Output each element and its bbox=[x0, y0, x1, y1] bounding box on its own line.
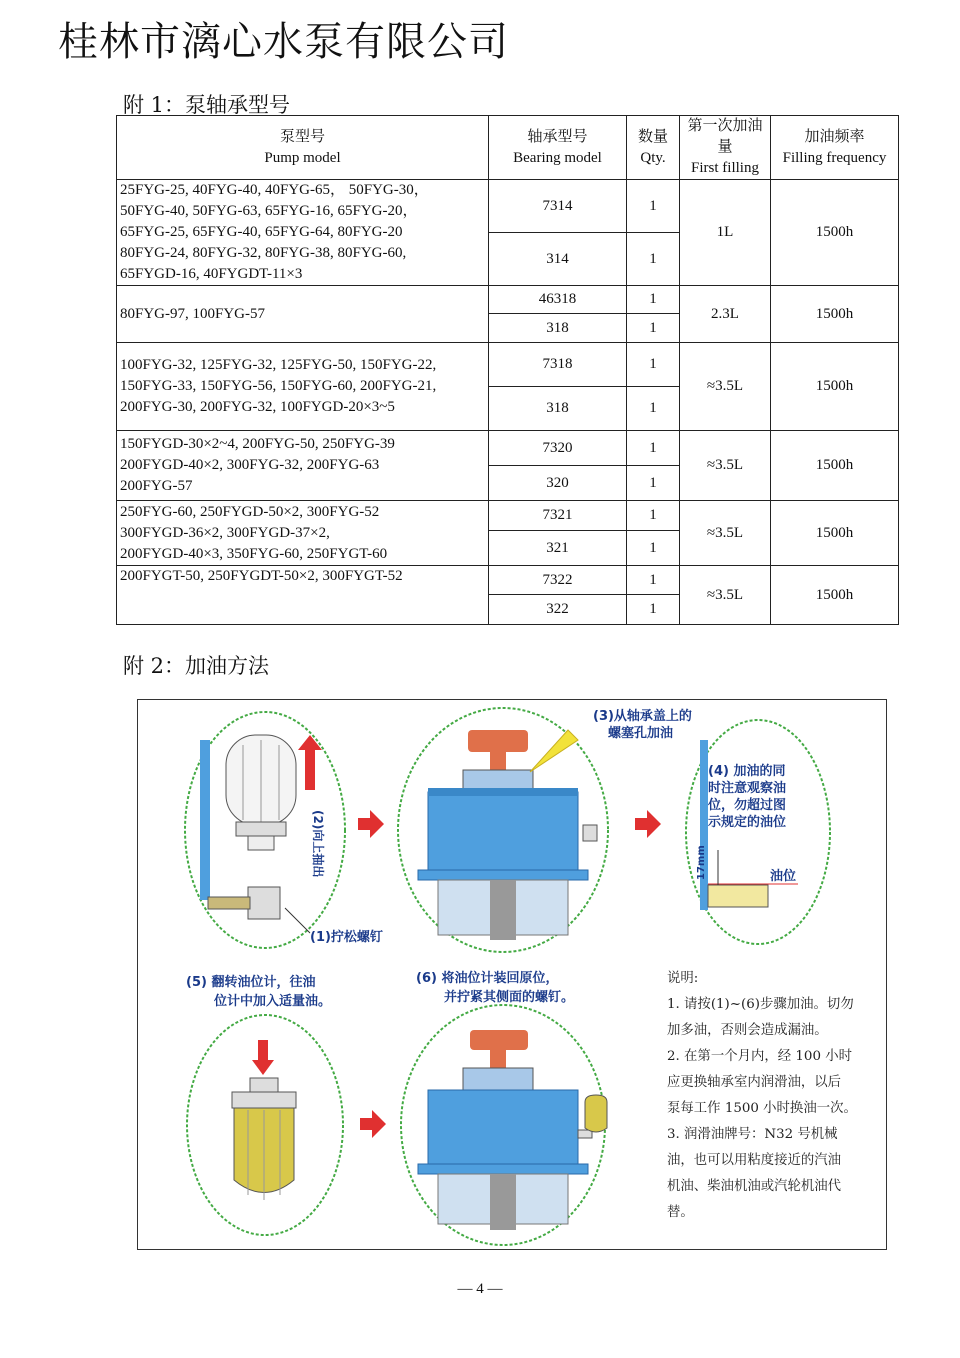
qty-cell: 1 bbox=[627, 566, 680, 595]
bearing-cell: 7322 bbox=[489, 566, 627, 595]
qty-cell: 1 bbox=[627, 387, 680, 431]
step-4-label-2: 时注意观察油 bbox=[708, 781, 787, 796]
filling-cell: 2.3L bbox=[680, 286, 771, 343]
qty-cell: 1 bbox=[627, 233, 680, 286]
dimension-label: 17mm bbox=[696, 845, 707, 880]
filling-cell: ≈3.5L bbox=[680, 566, 771, 625]
notes-line: 油，也可以用粘度接近的汽油 bbox=[667, 1153, 842, 1168]
step-4-label-3: 位，勿超过图 bbox=[708, 798, 787, 813]
bearing-cell: 322 bbox=[489, 595, 627, 625]
bearing-cell: 7321 bbox=[489, 501, 627, 531]
oil-filling-figure bbox=[137, 699, 887, 1250]
qty-cell: 1 bbox=[627, 180, 680, 233]
table-row bbox=[117, 343, 899, 387]
step-2-label: (2)向上抽出 bbox=[311, 810, 325, 878]
step-4-label-4: 示规定的油位 bbox=[708, 815, 787, 830]
qty-cell: 1 bbox=[627, 531, 680, 566]
step-5-illustration bbox=[187, 1015, 343, 1235]
table-row bbox=[117, 286, 899, 314]
filling-cell: ≈3.5L bbox=[680, 501, 771, 566]
frequency-cell: 1500h bbox=[771, 431, 899, 501]
notes bbox=[667, 966, 862, 1226]
frequency-cell: 1500h bbox=[771, 566, 899, 625]
qty-cell: 1 bbox=[627, 466, 680, 501]
frequency-cell: 1500h bbox=[771, 180, 899, 286]
notes-line: 替。 bbox=[667, 1205, 694, 1220]
step-4-label-1: (4) 加油的同 bbox=[708, 764, 786, 779]
header-first-filling: 第一次加油量 First filling bbox=[680, 116, 771, 180]
notes-line: 说明: bbox=[667, 971, 699, 986]
step-6-label-2: 并拧紧其侧面的螺钉。 bbox=[444, 990, 575, 1005]
step-3-illustration bbox=[398, 708, 608, 952]
notes-line: 泵每工作 1500 小时换油一次。 bbox=[667, 1101, 857, 1116]
pump-models-cell: 25FYG-25, 40FYG-40, 40FYG-65， 50FYG-30， 50FYG-40, 50FYG-63, 65FYG-16, 65FYG-20， 65FYG-25, 65FYG-40, 65FYG-64, 80FYG-20 80FYG-24, 80FYG-32, 80FYG-38, 80FYG-60, 65FYGD-16, 40FYGDT-11×3 bbox=[117, 180, 489, 286]
frequency-cell: 1500h bbox=[771, 343, 899, 431]
arrow-icon bbox=[360, 1110, 386, 1138]
arrow-icon bbox=[358, 810, 384, 838]
bearing-table bbox=[116, 115, 899, 625]
notes-line: 1. 请按(1)~(6)步骤加油。切勿 bbox=[667, 997, 854, 1012]
step-6-illustration bbox=[401, 1005, 607, 1245]
step-5-label-1: (5) 翻转油位计，往油 bbox=[186, 975, 316, 990]
page-number: — 4 — bbox=[457, 1281, 503, 1297]
qty-cell: 1 bbox=[627, 314, 680, 343]
section-1-title: 附 1：泵轴承型号 bbox=[123, 93, 291, 117]
pump-models-cell: 150FYGD-30×2~4, 200FYG-50, 250FYG-39 200FYGD-40×2, 300FYG-32, 200FYG-63 200FYG-57 bbox=[117, 431, 489, 501]
qty-cell: 1 bbox=[627, 431, 680, 466]
table-row bbox=[117, 180, 899, 233]
qty-cell: 1 bbox=[627, 595, 680, 625]
frequency-cell: 1500h bbox=[771, 501, 899, 566]
header-bearing-model: 轴承型号 Bearing model bbox=[489, 116, 627, 180]
qty-cell: 1 bbox=[627, 343, 680, 387]
step-3-label: (3)从轴承盖上的 bbox=[593, 709, 692, 724]
arrow-icon bbox=[635, 810, 661, 838]
table-header-row bbox=[117, 116, 899, 180]
filling-cell: ≈3.5L bbox=[680, 431, 771, 501]
pump-models-cell: 80FYG-97, 100FYG-57 bbox=[117, 286, 489, 343]
pump-models-cell: 250FYG-60, 250FYGD-50×2, 300FYG-52 300FYGD-36×2, 300FYGD-37×2, 200FYGD-40×3, 350FYG-60, 250FYGT-60 bbox=[117, 501, 489, 566]
table-row bbox=[117, 501, 899, 531]
oil-level-label: 油位 bbox=[770, 869, 797, 884]
pump-models-cell: 200FYGT-50, 250FYGDT-50×2, 300FYGT-52 bbox=[117, 566, 489, 625]
bearing-cell: 318 bbox=[489, 314, 627, 343]
step-5-label-2: 位计中加入适量油。 bbox=[214, 994, 332, 1009]
step-3-label-2: 螺塞孔加油 bbox=[608, 726, 674, 741]
filling-cell: 1L bbox=[680, 180, 771, 286]
bearing-cell: 7320 bbox=[489, 431, 627, 466]
bearing-cell: 7318 bbox=[489, 343, 627, 387]
bearing-cell: 46318 bbox=[489, 286, 627, 314]
section-2-title: 附 2：加油方法 bbox=[123, 654, 270, 678]
table-row bbox=[117, 431, 899, 466]
step-1-label: (1)拧松螺钉 bbox=[310, 930, 383, 945]
bearing-cell: 7314 bbox=[489, 180, 627, 233]
table-row bbox=[117, 566, 899, 595]
bearing-cell: 314 bbox=[489, 233, 627, 286]
filling-cell: ≈3.5L bbox=[680, 343, 771, 431]
frequency-cell: 1500h bbox=[771, 286, 899, 343]
header-qty: 数量 Qty. bbox=[627, 116, 680, 180]
notes-line: 加多油，否则会造成漏油。 bbox=[667, 1023, 828, 1038]
notes-line: 3. 润滑油牌号：N32 号机械 bbox=[667, 1127, 838, 1142]
company-name: 桂林市漓心水泵有限公司 bbox=[58, 19, 509, 65]
notes-line: 应更换轴承室内润滑油，以后 bbox=[667, 1075, 842, 1090]
bearing-cell: 321 bbox=[489, 531, 627, 566]
step-4-illustration bbox=[686, 720, 830, 944]
notes-line: 2. 在第一个月内，经 100 小时 bbox=[667, 1049, 853, 1064]
bearing-cell: 318 bbox=[489, 387, 627, 431]
header-filling-frequency: 加油频率 Filling frequency bbox=[771, 116, 899, 180]
header-pump-model: 泵型号 Pump model bbox=[117, 116, 489, 180]
pump-models-cell: 100FYG-32, 125FYG-32, 125FYG-50, 150FYG-22, 150FYG-33, 150FYG-56, 150FYG-60, 200FYG-21, 200FYG-30, 200FYG-32, 100FYGD-20×3~5 bbox=[117, 343, 489, 431]
qty-cell: 1 bbox=[627, 286, 680, 314]
qty-cell: 1 bbox=[627, 501, 680, 531]
bearing-cell: 320 bbox=[489, 466, 627, 501]
step-6-label-1: (6) 将油位计装回原位， bbox=[416, 971, 559, 986]
notes-line: 机油、柴油机油或汽轮机油代 bbox=[667, 1179, 842, 1194]
